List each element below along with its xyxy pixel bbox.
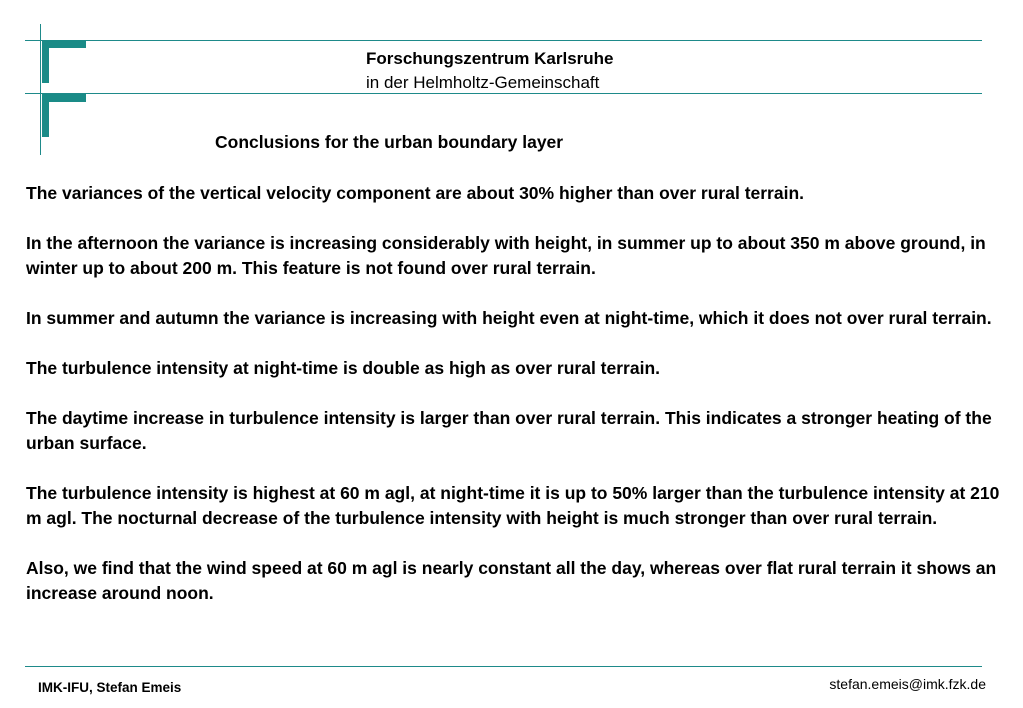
conclusion-paragraph: In the afternoon the variance is increasing considerably with height, in summer up to about 350 m above ground, in winter up to about 200 m. This feature is not found over rural terrain. bbox=[26, 233, 986, 278]
conclusions-body bbox=[26, 181, 1011, 606]
organization-name: Forschungszentrum Karlsruhe bbox=[366, 49, 614, 68]
author-email: stefan.emeis@imk.fzk.de bbox=[829, 676, 986, 692]
header-vertical-rule bbox=[40, 24, 41, 155]
logo-lower-vertical bbox=[42, 94, 49, 137]
conclusion-paragraph: In summer and autumn the variance is increasing with height even at night-time, which it does not over rural terrain. bbox=[26, 308, 992, 328]
slide-title: Conclusions for the urban boundary layer bbox=[215, 132, 564, 152]
conclusion-paragraph: The variances of the vertical velocity component are about 30% higher than over rural terrain. bbox=[26, 183, 805, 203]
header-bottom-rule bbox=[25, 93, 982, 94]
conclusion-paragraph: The turbulence intensity at night-time is double as high as over rural terrain. bbox=[26, 358, 661, 378]
conclusion-paragraph: The turbulence intensity is highest at 60 m agl, at night-time it is up to 50% larger than the turbulence intensity at 210 m agl. The nocturnal decrease of the turbulence intensity with height is much stronger than over rural terrain. bbox=[26, 483, 1000, 528]
conclusion-paragraph: Also, we find that the wind speed at 60 m agl is nearly constant all the day, whereas over flat rural terrain it shows an increase around noon. bbox=[26, 558, 997, 603]
header-top-rule bbox=[25, 40, 982, 41]
organization-affiliation: in der Helmholtz-Gemeinschaft bbox=[366, 73, 600, 92]
footer-rule bbox=[25, 666, 982, 667]
author-credit: IMK-IFU, Stefan Emeis bbox=[38, 680, 182, 695]
logo-upper-vertical bbox=[42, 40, 49, 83]
conclusion-paragraph: The daytime increase in turbulence intensity is larger than over rural terrain. This indicates a stronger heating of the urban surface. bbox=[26, 408, 992, 453]
